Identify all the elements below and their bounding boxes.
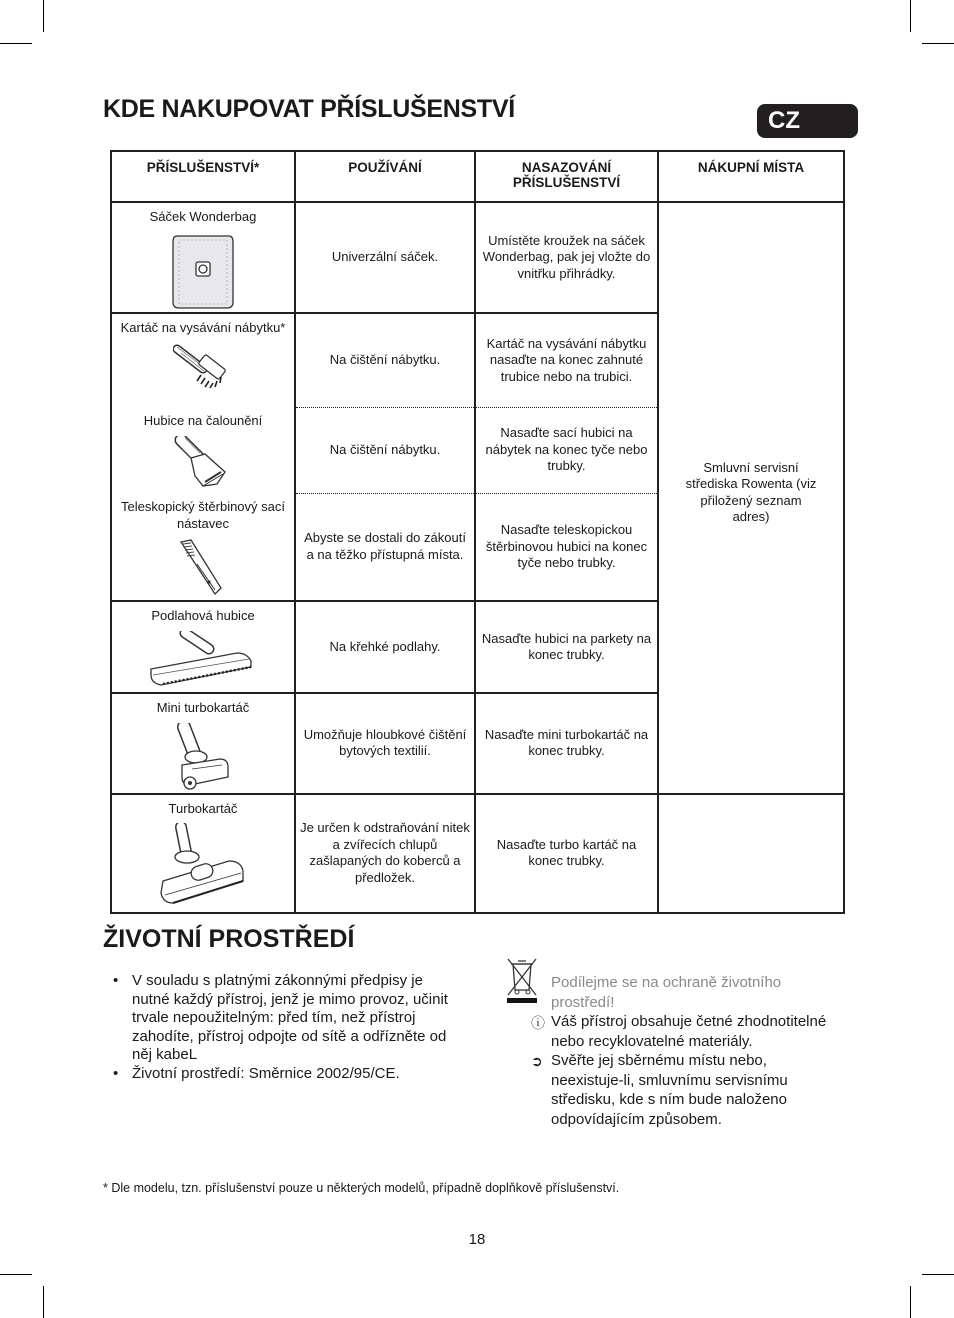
table-row	[111, 202, 844, 313]
environment-info: Váš přístroj obsahuje četné zhodnotitelné nebo recyklovatelné materiály.	[551, 1013, 827, 1050]
fitting-cell: Nasaďte teleskopickou štěrbinovou hubici na konec tyče nebo trubky.	[475, 493, 658, 601]
accessory-cell	[111, 202, 295, 313]
use-cell: Na čištění nábytku.	[295, 313, 475, 407]
accessory-name: Podlahová hubice	[151, 608, 255, 623]
crop-mark	[43, 0, 44, 32]
page-number: 18	[468, 1231, 486, 1248]
list-item: • V souladu s platnými zákonnými předpisy je nutné každý přístroj, jenž je mimo provoz, učinit trvale nepoužitelným: před tím, než přístroj zahodíte, přístroj odpojte od sítě a odřízněte od něj kabeL	[113, 972, 453, 1065]
bag-icon	[167, 232, 239, 312]
purchase-cell	[658, 202, 844, 794]
table-row	[111, 794, 844, 913]
use-cell: Je určen k odstraňování nitek a zvířecích chlupů zašlapaných do koberců a předložek.	[295, 794, 475, 913]
header-accessory: PŘÍSLUŠENSTVÍ*	[111, 151, 295, 202]
fitting-cell: Nasaďte turbo kartáč na konec trubky.	[475, 794, 658, 913]
accessory-cell	[111, 693, 295, 794]
accessories-table	[110, 150, 845, 914]
crevice-tool-icon	[175, 538, 231, 596]
crop-mark	[0, 1274, 32, 1275]
mini-turbo-brush-icon	[170, 723, 236, 793]
furniture-brush-icon	[173, 343, 233, 389]
crop-mark	[43, 1286, 44, 1318]
crop-mark	[910, 0, 911, 32]
use-cell: Univerzální sáček.	[295, 202, 475, 313]
crop-mark	[922, 43, 954, 44]
list-item: • Životní prostředí: Směrnice 2002/95/CE.	[113, 1065, 453, 1084]
table-header-row	[111, 151, 844, 202]
header-purchase: NÁKUPNÍ MÍSTA	[658, 151, 844, 202]
environment-title: ŽIVOTNÍ PROSTŘEDÍ	[103, 925, 355, 953]
crossed-bin-icon	[505, 956, 539, 1006]
use-cell: Abyste se dostali do zákoutí a na těžko přístupná místa.	[295, 493, 475, 601]
footnote: * Dle modelu, tzn. příslušenství pouze u některých modelů, případně doplňkově příslušenství.	[103, 1181, 620, 1195]
fitting-cell: Nasaďte hubici na parkety na konec trubky.	[475, 601, 658, 693]
purchase-cell-empty	[658, 794, 844, 913]
use-cell: Na čištění nábytku.	[295, 407, 475, 493]
language-badge: CZ	[757, 104, 858, 138]
page-title: KDE NAKUPOVAT PŘÍSLUŠENSTVÍ	[103, 95, 515, 123]
accessory-cell	[111, 313, 295, 407]
fitting-cell: Nasaďte sací hubici na nábytek na konec tyče nebo trubky.	[475, 407, 658, 493]
crop-mark	[0, 43, 32, 44]
environment-action: Svěřte jej sběrnému místu nebo, neexistuje-li, smluvnímu servisnímu středisku, kde s ním bude naloženo odpovídajícím způsobem.	[551, 1052, 788, 1128]
environment-bullets	[113, 972, 453, 1083]
crop-mark	[910, 1286, 911, 1318]
header-use: POUŽÍVÁNÍ	[295, 151, 475, 202]
fitting-cell: Umístěte kroužek na sáček Wonderbag, pak jej vložte do vnitřku přihrádky.	[475, 202, 658, 313]
use-cell: Na křehké podlahy.	[295, 601, 475, 693]
fitting-cell: Kartáč na vysávání nábytku nasaďte na konec zahnuté trubice nebo na trubici.	[475, 313, 658, 407]
accessory-cell	[111, 407, 295, 493]
upholstery-nozzle-icon	[173, 436, 233, 490]
floor-nozzle-icon	[147, 631, 259, 689]
accessory-cell	[111, 601, 295, 693]
accessory-name: Kartáč na vysávání nábytku*	[120, 320, 286, 335]
use-cell: Umožňuje hloubkové čištění bytových textilií.	[295, 693, 475, 794]
header-fitting: NASAZOVÁNÍ PŘÍSLUŠENSTVÍ	[475, 151, 658, 202]
environment-notice: Podílejme se na ochraně životního prostředí!	[551, 974, 782, 1011]
accessory-name: Turbokartáč	[168, 800, 238, 816]
arrow-icon: ➲	[531, 1053, 543, 1069]
accessory-cell	[111, 493, 295, 601]
accessory-name: Teleskopický štěrbinový sací nástavec	[120, 499, 285, 531]
accessory-cell	[111, 794, 295, 913]
fitting-cell: Nasaďte mini turbokartáč na konec trubky.	[475, 693, 658, 794]
info-icon: ⓘ	[531, 1015, 545, 1031]
accessory-name: Sáček Wonderbag	[149, 209, 257, 224]
accessory-name: Hubice na čalounění	[143, 413, 263, 428]
turbo-brush-icon	[155, 823, 251, 909]
accessory-name: Mini turbokartáč	[156, 700, 250, 715]
purchase-text: Smluvní servisní střediska Rowenta (viz přiložený seznam adres)	[685, 459, 817, 525]
crop-mark	[922, 1274, 954, 1275]
